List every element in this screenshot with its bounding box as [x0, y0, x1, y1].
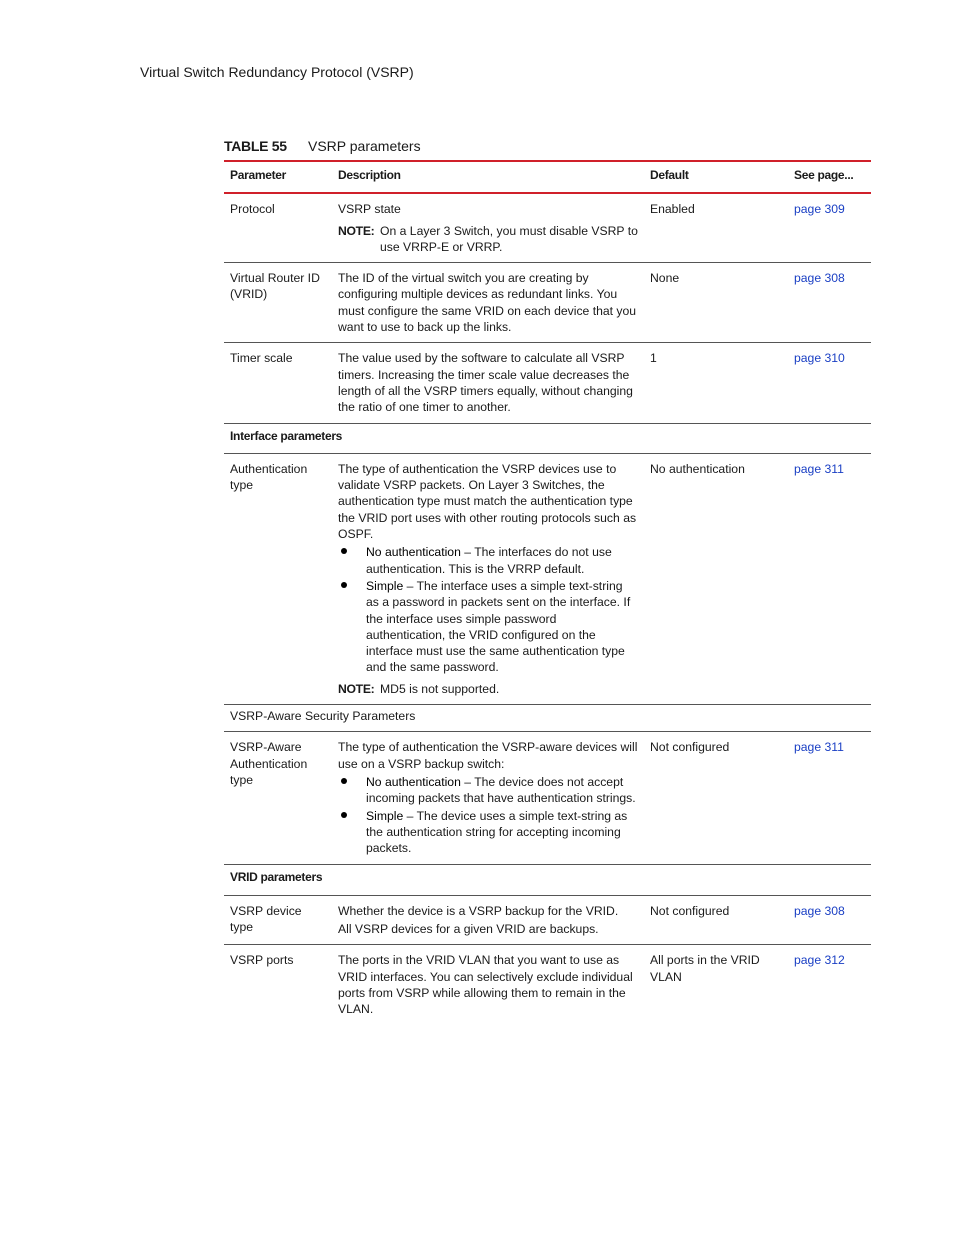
running-header: Virtual Switch Redundancy Protocol (VSRP): [140, 64, 414, 80]
bullet-term: Simple: [366, 578, 404, 593]
param-cell: Timer scale: [230, 351, 293, 366]
section-row-vrid: [224, 865, 871, 895]
bullet-text: – The device does not accept incoming packets that have authentication strings.: [366, 774, 636, 806]
default-cell: All ports in the VRID VLAN: [650, 953, 760, 984]
section-title: VSRP-Aware Security Parameters: [230, 709, 416, 724]
see-page-cell: [788, 453, 871, 704]
list-item: [338, 578, 638, 676]
description-cell: [332, 193, 644, 262]
section-title: Interface parameters: [230, 428, 343, 443]
list-item: [338, 544, 638, 577]
table-row: [224, 895, 871, 945]
list-item: [338, 808, 638, 857]
description-cell: The value used by the software to calculate all VSRP timers. Increasing the timer scale value decreases the length of all the VSRP timers equally, without changing the ratio of one timer to another.: [338, 351, 633, 415]
description-cell: [332, 732, 644, 865]
page-link[interactable]: page 312: [794, 953, 845, 968]
see-page-cell: [788, 193, 871, 262]
table-caption: [224, 138, 421, 154]
default-cell: Not configured: [650, 903, 730, 918]
see-page-cell: [788, 895, 871, 945]
note: [338, 223, 638, 256]
see-page-cell: [788, 732, 871, 865]
page-link[interactable]: page 310: [794, 351, 845, 366]
section-title: VRID parameters: [230, 870, 323, 885]
description-text: The type of authentication the VSRP devices use to validate VSRP packets. On Layer 3 Switches, the authentication type must match the authentication type the VRID port uses with other routing protocols such as OSPF.: [338, 461, 637, 542]
table-row: [224, 732, 871, 865]
table-row: [224, 453, 871, 704]
table-row: [224, 263, 871, 343]
note-text: MD5 is not supported.: [380, 681, 500, 696]
description-text: The type of authentication the VSRP-aware devices will use on a VSRP backup switch:: [338, 740, 638, 771]
page-link[interactable]: page 308: [794, 903, 845, 918]
description-text: VSRP state: [338, 202, 401, 217]
description-cell: [332, 895, 644, 945]
bullet-text: – The interface uses a simple text-string as a password in packets sent on the interface. If the interface uses simple password authentication, the VRID configured on the interface must use the same authentication type and the same password.: [366, 578, 631, 675]
param-cell: Virtual Router ID (VRID): [230, 271, 320, 302]
page-link[interactable]: page 311: [794, 740, 844, 755]
table-header-row: [224, 161, 871, 193]
page-link[interactable]: page 309: [794, 202, 845, 217]
column-header-see-page: See page...: [794, 168, 854, 182]
see-page-cell: [788, 263, 871, 343]
description-text-secondary: All VSRP devices for a given VRID are backups.: [338, 921, 599, 936]
table-title: VSRP parameters: [308, 138, 421, 154]
description-cell: [332, 453, 644, 704]
bullet-list: [338, 544, 638, 675]
vsrp-parameters-table: [224, 160, 871, 1024]
table-row: [224, 193, 871, 262]
see-page-cell: [788, 945, 871, 1025]
section-row-vsrp-aware: [224, 705, 871, 732]
param-cell: VSRP ports: [230, 953, 294, 968]
bullet-term: Simple: [366, 808, 404, 823]
page-link[interactable]: page 308: [794, 271, 845, 286]
description-cell: The ports in the VRID VLAN that you want to use as VRID interfaces. You can selectively exclude individual ports from VSRP while allowing them to remain in the VLAN.: [338, 953, 633, 1017]
table-row: [224, 343, 871, 423]
param-cell: VSRP device type: [230, 903, 302, 934]
column-header-parameter: Parameter: [230, 168, 287, 182]
param-cell: Protocol: [230, 202, 275, 217]
description-cell: The ID of the virtual switch you are creating by configuring multiple devices as redundant links. You must configure the same VRID on each device that you want to use to back up the links.: [338, 271, 637, 335]
bullet-text: – The interfaces do not use authentication. This is the VRRP default.: [366, 545, 612, 576]
param-cell: Authentication type: [230, 461, 308, 493]
section-row-interface: [224, 423, 871, 453]
default-cell: No authentication: [650, 461, 745, 476]
bullet-term: No authentication: [366, 774, 461, 789]
column-header-description: Description: [338, 168, 401, 182]
column-header-default: Default: [650, 168, 689, 182]
table-number: TABLE 55: [224, 138, 287, 154]
bullet-text: – The device uses a simple text-string as the authentication string for accepting incoming packets.: [366, 808, 628, 856]
default-cell: None: [650, 271, 680, 286]
default-cell: Enabled: [650, 202, 695, 217]
list-item: [338, 774, 638, 807]
note: [338, 681, 638, 697]
bullet-list: [338, 774, 638, 856]
see-page-cell: [788, 343, 871, 423]
param-cell: VSRP-Aware Authentication type: [230, 740, 308, 787]
page-link[interactable]: page 311: [794, 461, 844, 476]
note-label: NOTE:: [338, 223, 375, 238]
note-text: On a Layer 3 Switch, you must disable VSRP to use VRRP-E or VRRP.: [380, 223, 638, 254]
description-text: Whether the device is a VSRP backup for the VRID.: [338, 903, 619, 918]
table-row: [224, 945, 871, 1025]
default-cell: 1: [650, 351, 657, 366]
note-label: NOTE:: [338, 681, 375, 696]
default-cell: Not configured: [650, 740, 730, 755]
bullet-term: No authentication: [366, 545, 461, 560]
